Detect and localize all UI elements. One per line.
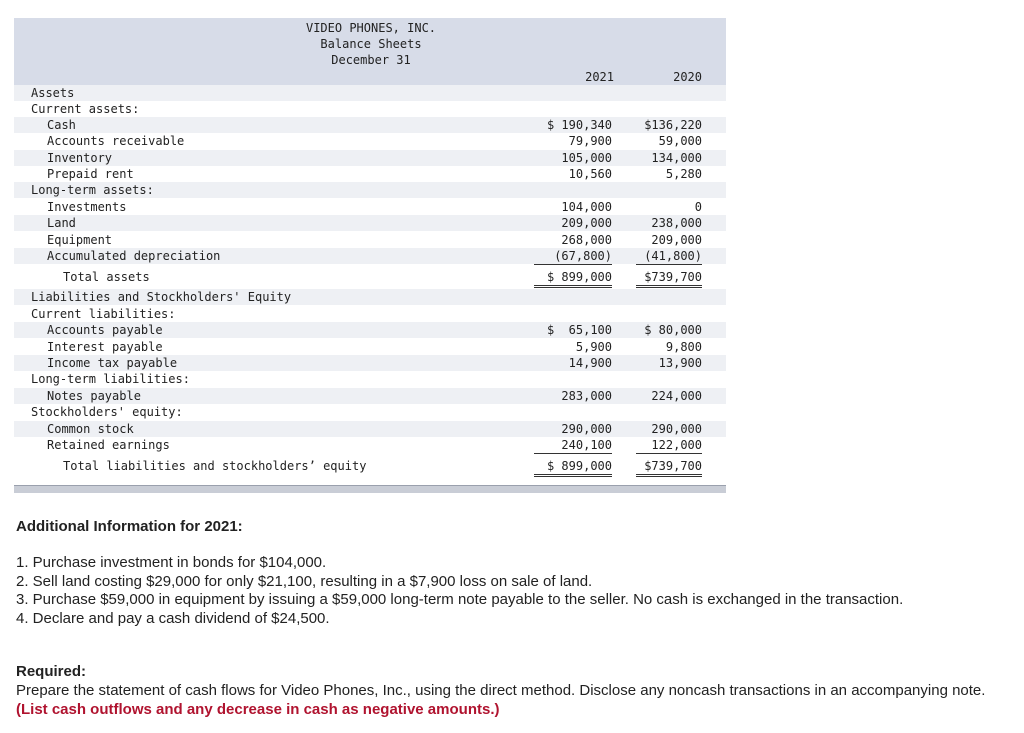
- balance-sheet: [14, 18, 726, 493]
- row-label: Land: [47, 216, 76, 230]
- additional-info-list: [16, 554, 903, 628]
- table-row: [14, 371, 726, 387]
- additional-info-title: Additional Information for 2021:: [16, 518, 243, 535]
- value-2020: 290,000: [651, 422, 702, 436]
- value-2021: $ 65,100: [546, 323, 612, 337]
- value-2020: 0: [694, 200, 702, 214]
- row-label: Assets: [31, 86, 75, 100]
- table-bottom-bar: [14, 485, 726, 493]
- row-label: Current assets:: [31, 102, 140, 116]
- row-label: Long-term liabilities:: [31, 372, 190, 386]
- row-label: Retained earnings: [47, 438, 170, 452]
- table-row: [14, 166, 726, 182]
- value-2021: 209,000: [561, 216, 612, 230]
- table-row: [14, 306, 726, 322]
- value-2021: 283,000: [561, 389, 612, 403]
- row-label: Accounts payable: [47, 323, 163, 337]
- table-row: [14, 421, 726, 437]
- value-2020: 134,000: [651, 151, 702, 165]
- value-2020: $136,220: [644, 118, 702, 132]
- value-2021: 240,100: [534, 437, 612, 454]
- table-row: [14, 322, 726, 338]
- value-2020: 13,900: [658, 356, 702, 370]
- row-label: Total assets: [63, 270, 150, 284]
- value-2021: 104,000: [561, 200, 612, 214]
- row-label: Total liabilities and stockholders’ equity: [63, 459, 367, 473]
- row-label: Liabilities and Stockholders' Equity: [31, 290, 292, 304]
- list-item: 3. Purchase $59,000 in equipment by issuing a $59,000 long-term note payable to the seller. No cash is exchanged in the transaction.: [16, 591, 904, 608]
- value-2020: 59,000: [658, 134, 702, 148]
- table-row: [14, 339, 726, 355]
- company-name: VIDEO PHONES, INC.: [305, 21, 437, 35]
- table-row: [14, 404, 726, 420]
- value-2020: 9,800: [665, 340, 702, 354]
- row-label: Equipment: [47, 233, 113, 247]
- table-row: [14, 437, 726, 453]
- table-row: [14, 199, 726, 215]
- table-row: [14, 215, 726, 231]
- table-row: [14, 388, 726, 404]
- row-label: Prepaid rent: [47, 167, 134, 181]
- table-row: [14, 289, 726, 305]
- row-label: Accounts receivable: [47, 134, 185, 148]
- row-label: Inventory: [47, 151, 113, 165]
- value-2021: 5,900: [575, 340, 612, 354]
- row-label: Interest payable: [47, 340, 163, 354]
- row-label: Stockholders' equity:: [31, 405, 183, 419]
- year-2021-header: 2021: [585, 70, 614, 84]
- list-item: 1. Purchase investment in bonds for $104,000.: [16, 554, 327, 571]
- value-2021: 268,000: [561, 233, 612, 247]
- statement-title: Balance Sheets: [320, 37, 422, 51]
- value-2020: 209,000: [651, 233, 702, 247]
- table-row: [14, 232, 726, 248]
- table-row: [14, 269, 726, 285]
- row-label: Investments: [47, 200, 127, 214]
- table-row: [14, 458, 726, 474]
- table-row: [14, 133, 726, 149]
- value-2020: 238,000: [651, 216, 702, 230]
- table-row: [14, 101, 726, 117]
- value-2021: $ 899,000: [534, 458, 612, 477]
- row-label: Current liabilities:: [31, 307, 176, 321]
- value-2020: 224,000: [651, 389, 702, 403]
- row-label: Notes payable: [47, 389, 141, 403]
- table-row: [14, 182, 726, 198]
- value-2020: 5,280: [665, 167, 702, 181]
- row-label: Long-term assets:: [31, 183, 154, 197]
- value-2021: 290,000: [561, 422, 612, 436]
- table-row: [14, 355, 726, 371]
- value-2021: 79,900: [568, 134, 612, 148]
- statement-date: December 31: [331, 53, 411, 67]
- value-2021: 105,000: [561, 151, 612, 165]
- value-2020: 122,000: [636, 437, 702, 454]
- value-2020: $ 80,000: [644, 323, 702, 337]
- row-label: Cash: [47, 118, 76, 132]
- value-2020: $739,700: [636, 458, 702, 477]
- row-label: Income tax payable: [47, 356, 178, 370]
- row-label: Common stock: [47, 422, 134, 436]
- table-row: [14, 117, 726, 133]
- value-2020: $739,700: [636, 269, 702, 288]
- required-title: Required:: [16, 663, 87, 680]
- value-2021: $ 190,340: [546, 118, 612, 132]
- required-emphasis: (List cash outflows and any decrease in cash as negative amounts.): [16, 700, 500, 718]
- value-2021: $ 899,000: [534, 269, 612, 288]
- required-text: [16, 682, 1006, 719]
- value-2021: (67,800): [534, 248, 612, 265]
- value-2020: (41,800): [636, 248, 702, 265]
- value-2021: 14,900: [568, 356, 612, 370]
- table-row: [14, 85, 726, 101]
- list-item: 2. Sell land costing $29,000 for only $21,100, resulting in a $7,900 loss on sale of land.: [16, 572, 593, 590]
- table-row: [14, 248, 726, 264]
- list-item: 4. Declare and pay a cash dividend of $24,500.: [16, 609, 330, 627]
- year-2020-header: 2020: [673, 70, 702, 84]
- table-row: [14, 150, 726, 166]
- value-2021: 10,560: [568, 167, 612, 181]
- required-instructions: Prepare the statement of cash flows for Video Phones, Inc., using the direct method. Disclose any noncash transactions in an accompanying note.: [16, 682, 986, 699]
- row-label: Accumulated depreciation: [47, 249, 221, 263]
